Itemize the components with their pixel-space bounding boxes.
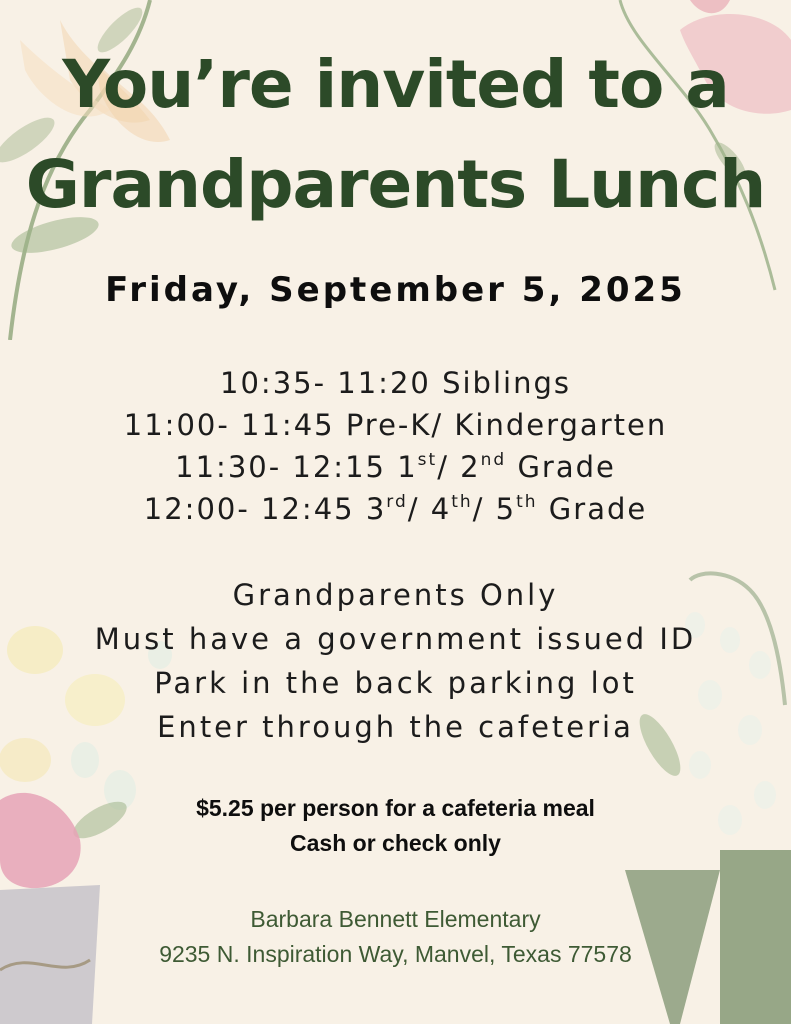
schedule-group: Siblings [442, 366, 571, 400]
grade-number: 3 [365, 492, 387, 526]
note-item: Enter through the cafeteria [157, 710, 634, 744]
grade-suffix: th [451, 492, 473, 512]
grade-number: / 5 [472, 492, 517, 526]
grade-suffix: nd [480, 450, 507, 470]
note-item: Must have a government issued ID [94, 622, 697, 656]
grade-suffix: th [516, 492, 538, 512]
price-info [0, 791, 791, 861]
notes-list [0, 573, 791, 749]
grade-number: / 4 [407, 492, 452, 526]
grade-word: Grade [548, 492, 648, 526]
schedule-item [0, 446, 791, 488]
event-date: Friday, September 5, 2025 [105, 270, 686, 310]
grade-suffix: rd [386, 492, 408, 512]
school-info [0, 902, 791, 972]
grade-word: Grade [517, 450, 616, 484]
title-line-1: You’re invited to a [62, 46, 729, 123]
schedule-time: 11:30- 12:15 [175, 450, 386, 484]
schedule-time: 12:00- 12:45 [143, 492, 355, 526]
schedule-group: Pre-K/ Kindergarten [345, 408, 668, 442]
title-line-2: Grandparents Lunch [25, 146, 766, 223]
note-item: Grandparents Only [232, 578, 559, 612]
school-name: Barbara Bennett Elementary [250, 906, 541, 932]
schedule-item [0, 362, 791, 404]
school-address: 9235 N. Inspiration Way, Manvel, Texas 77578 [159, 941, 632, 967]
schedule-list [0, 362, 791, 530]
grade-number: / 2 [437, 450, 481, 484]
grade-number: 1 [397, 450, 418, 484]
schedule-item [0, 404, 791, 446]
grade-suffix: st [417, 450, 438, 470]
schedule-time: 11:00- 11:45 [123, 408, 335, 442]
note-item: Park in the back parking lot [154, 666, 637, 700]
schedule-item [0, 488, 791, 530]
payment-line: Cash or check only [290, 830, 501, 856]
schedule-time: 10:35- 11:20 [220, 366, 431, 400]
price-line: $5.25 per person for a cafeteria meal [196, 795, 595, 821]
